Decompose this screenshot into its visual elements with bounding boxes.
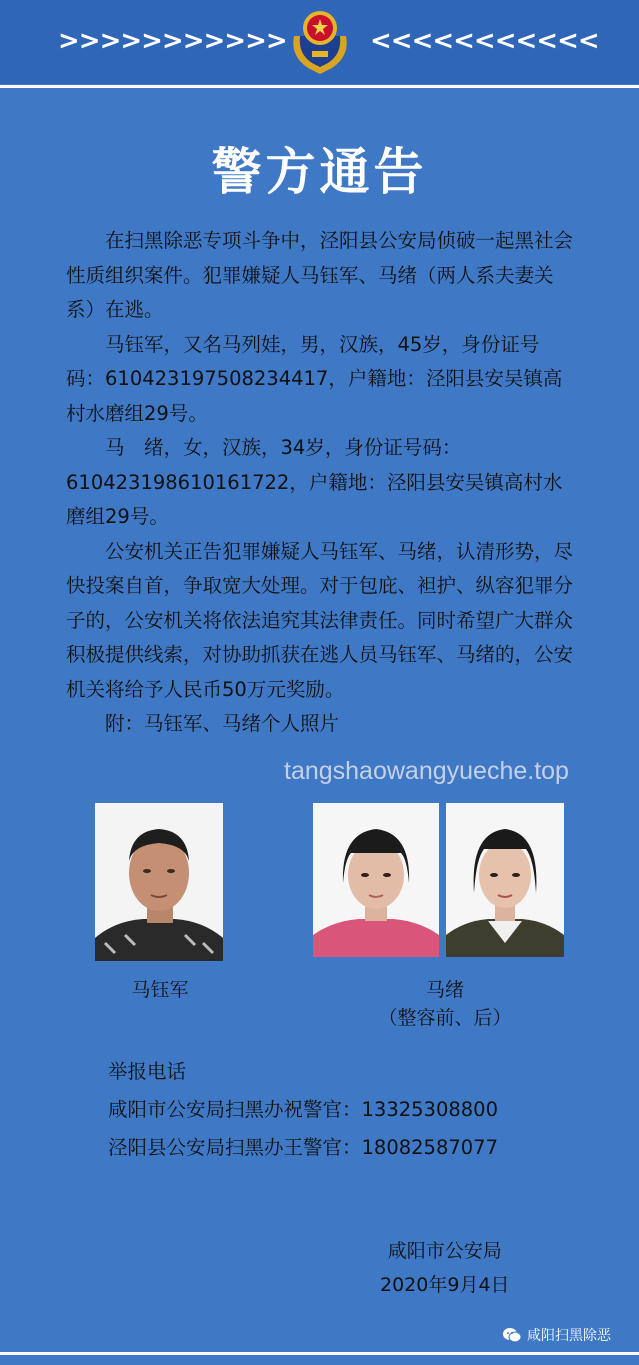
chevron-right-decoration: <<<<<<<<<<< (370, 26, 599, 56)
notice-body (66, 224, 578, 742)
paragraph-suspect-2: 马 绪，女，汉族，34岁，身份证号码：610423198610161722，户籍地：泾阳县安吴镇高村水磨组29号。 (66, 436, 563, 528)
caption-male: 马钰军 (131, 979, 189, 1001)
divider-top (0, 85, 639, 88)
signature-org: 咸阳市公安局 (387, 1240, 502, 1262)
report-phone-1: 咸阳市公安局扫黑办祝警官：13325308800 (108, 1098, 498, 1121)
police-emblem-icon (288, 6, 352, 76)
paragraph-suspect-1: 马钰军，又名马列娃，男，汉族，45岁，身份证号码：610423197508234417，户籍地：泾阳县安吴镇高村水磨组29号。 (66, 332, 563, 425)
paragraph-warning: 公安机关正告犯罪嫌疑人马钰军、马绪，认清形势，尽快投案自首，争取宽大处理。对于包庇、袒护、纵容犯罪分子的，公安机关将依法追究其法律责任。同时希望广大群众积极提供线索，对协助抓获在逃人员马钰军、马绪的，公安机关将给予人民币50万元奖励。 (66, 539, 574, 701)
photo-suspect-male (95, 803, 223, 961)
caption-female-note: （整容前、后） (378, 1007, 512, 1029)
signature-block (380, 1234, 510, 1302)
report-phone-2: 泾阳县公安局扫黑办王警官：18082587077 (108, 1136, 498, 1159)
signature-date: 2020年9月4日 (380, 1274, 510, 1296)
paragraph-intro: 在扫黑除恶专项斗争中，泾阳县公安局侦破一起黑社会性质组织案件。犯罪嫌疑人马钰军、马绪（两人系夫妻关系）在逃。 (66, 229, 574, 321)
paragraph-attachment: 附：马钰军、马绪个人照片 (105, 712, 340, 735)
report-section (108, 1053, 498, 1167)
watermark-text: tangshaowangyueche.top (284, 757, 569, 785)
notice-title: 警方通告 (211, 143, 428, 201)
header-banner (0, 0, 639, 84)
caption-female (370, 976, 520, 1032)
wechat-icon (502, 1327, 522, 1343)
divider-bottom (0, 1352, 639, 1355)
report-heading: 举报电话 (108, 1060, 187, 1083)
account-name: 咸阳扫黑除恶 (527, 1328, 611, 1344)
caption-female-name: 马绪 (425, 979, 464, 1001)
photo-suspect-female-before (313, 803, 439, 957)
photo-suspect-female-after (446, 803, 564, 957)
account-badge (502, 1325, 611, 1345)
chevron-left-decoration: >>>>>>>>>>> (58, 26, 287, 56)
